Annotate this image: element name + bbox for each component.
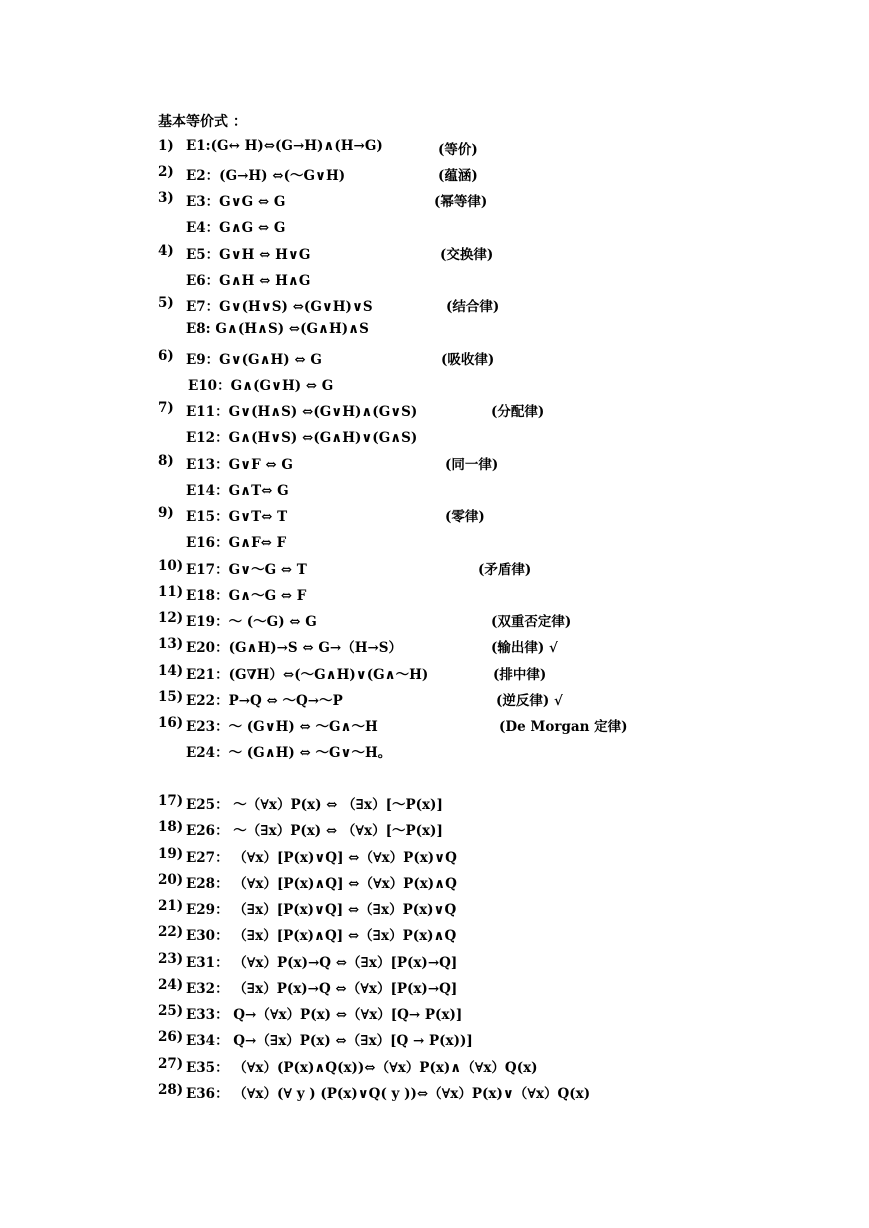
formula: E18：G∧～G ⇔ F xyxy=(186,588,307,604)
formula: E21：(G∇H）⇔(～G∧H)∨(G∧～H) xyxy=(186,667,429,683)
equivalence-row xyxy=(158,453,838,473)
row-number: 14) xyxy=(158,663,184,679)
row-number: 23) xyxy=(158,951,184,967)
equivalence-row xyxy=(158,715,838,735)
row-number: 27) xyxy=(158,1056,184,1072)
row-number: 26) xyxy=(158,1029,184,1045)
law-name: (排中律) xyxy=(493,667,547,683)
equivalence-row xyxy=(158,924,838,944)
row-number: 10) xyxy=(158,558,184,574)
row-number: 1) xyxy=(158,138,174,154)
law-name: (同一律) xyxy=(445,457,499,473)
equivalence-row xyxy=(158,584,838,604)
row-number: 2) xyxy=(158,164,174,180)
formula: E29： （∃x）[P(x)∨Q] ⇔（∃x）P(x)∨Q xyxy=(186,902,457,918)
row-number: 4) xyxy=(158,243,174,259)
law-name: (输出律) √ xyxy=(491,640,558,656)
law-name: (双重否定律) xyxy=(491,614,572,630)
formula: E22：P→Q ⇔ ～Q→～P xyxy=(186,693,343,709)
row-number: 22) xyxy=(158,924,184,940)
equivalence-row xyxy=(158,479,838,499)
equivalence-row xyxy=(158,374,838,394)
equivalence-row xyxy=(158,1003,838,1023)
equivalence-row xyxy=(158,1056,838,1076)
equivalence-row xyxy=(158,190,838,210)
row-number: 11) xyxy=(158,584,184,600)
law-name: (吸收律) xyxy=(441,352,495,368)
formula: E12：G∧(H∨S) ⇔(G∧H)∨(G∧S) xyxy=(186,430,418,446)
equivalence-row xyxy=(158,977,838,997)
equivalence-row xyxy=(158,426,838,446)
formula: E25： ～（∀x）P(x) ⇔ （∃x）[～P(x)] xyxy=(186,797,443,813)
formula: E31： （∀x）P(x)→Q ⇔（∃x）[P(x)→Q] xyxy=(186,955,458,971)
formula: E35： （∀x）(P(x)∧Q(x))⇔（∀x）P(x)∧（∀x）Q(x) xyxy=(186,1060,538,1076)
row-number: 9) xyxy=(158,505,174,521)
equivalence-row xyxy=(158,216,838,236)
equivalence-row xyxy=(158,819,838,839)
equivalence-row xyxy=(158,531,838,551)
law-name: (等价) xyxy=(438,142,478,158)
row-number: 25) xyxy=(158,1003,184,1019)
formula: E28： （∀x）[P(x)∧Q] ⇔（∀x）P(x)∧Q xyxy=(186,876,457,892)
equivalence-row xyxy=(158,793,838,813)
equivalence-row xyxy=(158,898,838,918)
equivalence-row xyxy=(158,741,838,761)
equivalence-row xyxy=(158,558,838,578)
formula: E23：～ (G∨H) ⇔ ～G∧～H xyxy=(186,719,378,735)
formula: E2：(G→H) ⇔(～G∨H) xyxy=(186,168,346,184)
law-name: (结合律) xyxy=(446,299,500,315)
formula: E5：G∨H ⇔ H∨G xyxy=(186,247,311,263)
equivalence-row xyxy=(158,295,838,315)
formula: E13：G∨F ⇔ G xyxy=(186,457,293,473)
equivalence-row xyxy=(158,1029,838,1049)
row-number: 20) xyxy=(158,872,184,888)
equivalence-row xyxy=(158,400,838,420)
row-number: 17) xyxy=(158,793,184,809)
law-name: (De Morgan 定律) xyxy=(499,719,628,735)
row-number: 6) xyxy=(158,348,174,364)
formula: E27： （∀x）[P(x)∨Q] ⇔（∀x）P(x)∨Q xyxy=(186,850,457,866)
formula: E17：G∨～G ⇔ T xyxy=(186,562,307,578)
row-number: 7) xyxy=(158,400,174,416)
equivalence-row xyxy=(158,243,838,263)
formula: E14：G∧T⇔ G xyxy=(186,483,289,499)
law-name: (幂等律) xyxy=(434,194,488,210)
row-number: 24) xyxy=(158,977,184,993)
law-name: (分配律) xyxy=(491,404,545,420)
formula: E26： ～（∃x）P(x) ⇔ （∀x）[～P(x)] xyxy=(186,823,443,839)
formula: E32： （∃x）P(x)→Q ⇔（∀x）[P(x)→Q] xyxy=(186,981,458,997)
formula: E8: G∧(H∧S) ⇔(G∧H)∧S xyxy=(186,321,369,337)
law-name: (逆反律) √ xyxy=(496,693,563,709)
formula: E34： Q→（∃x）P(x) ⇔（∃x）[Q → P(x))] xyxy=(186,1033,473,1049)
equivalence-row xyxy=(158,138,838,158)
equivalence-row xyxy=(158,269,838,289)
formula: E16：G∧F⇔ F xyxy=(186,535,287,551)
law-name: (蕴涵) xyxy=(438,168,478,184)
formula: E24：～ (G∧H) ⇔ ～G∨～H。 xyxy=(186,745,392,761)
row-number: 16) xyxy=(158,715,184,731)
equivalence-row xyxy=(158,951,838,971)
equivalence-row xyxy=(158,636,838,656)
law-name: (矛盾律) xyxy=(478,562,532,578)
row-number: 12) xyxy=(158,610,184,626)
formula: E9：G∨(G∧H) ⇔ G xyxy=(186,352,322,368)
law-name: (交换律) xyxy=(440,247,494,263)
equivalence-row xyxy=(158,321,838,341)
equivalence-row xyxy=(158,663,838,683)
equivalence-row xyxy=(158,348,838,368)
formula: E36： （∀x）(∀ y ) (P(x)∨Q( y ))⇔（∀x）P(x)∨（∀x）Q(x) xyxy=(186,1086,591,1102)
formula: E3：G∨G ⇔ G xyxy=(186,194,286,210)
page-title: 基本等价式 ： xyxy=(158,114,247,130)
formula: E6：G∧H ⇔ H∧G xyxy=(186,273,311,289)
row-number: 19) xyxy=(158,846,184,862)
formula: E7：G∨(H∨S) ⇔(G∨H)∨S xyxy=(186,299,373,315)
formula: E4：G∧G ⇔ G xyxy=(186,220,286,236)
equivalence-row xyxy=(158,505,838,525)
formula: E15：G∨T⇔ T xyxy=(186,509,288,525)
equivalence-row xyxy=(158,872,838,892)
formula: E30： （∃x）[P(x)∧Q] ⇔（∃x）P(x)∧Q xyxy=(186,928,457,944)
equivalence-row xyxy=(158,846,838,866)
row-number: 18) xyxy=(158,819,184,835)
row-number: 21) xyxy=(158,898,184,914)
row-number: 5) xyxy=(158,295,174,311)
formula: E1:(G↔ H)⇔(G→H)∧(H→G) xyxy=(186,138,383,154)
law-name: (零律) xyxy=(445,509,485,525)
formula: E33： Q→（∀x）P(x) ⇔（∀x）[Q→ P(x)] xyxy=(186,1007,463,1023)
equivalence-row xyxy=(158,1082,838,1102)
formula: E19：～ (～G) ⇔ G xyxy=(186,614,317,630)
equivalence-row xyxy=(158,689,838,709)
row-number: 28) xyxy=(158,1082,184,1098)
row-number: 13) xyxy=(158,636,184,652)
equivalence-row xyxy=(158,610,838,630)
row-number: 15) xyxy=(158,689,184,705)
formula: E11：G∨(H∧S) ⇔(G∨H)∧(G∨S) xyxy=(186,404,418,420)
formula: E20：(G∧H)→S ⇔ G→（H→S） xyxy=(186,640,403,656)
row-number: 3) xyxy=(158,190,174,206)
row-number: 8) xyxy=(158,453,174,469)
formula: E10：G∧(G∨H) ⇔ G xyxy=(188,378,334,394)
equivalence-row xyxy=(158,164,838,184)
